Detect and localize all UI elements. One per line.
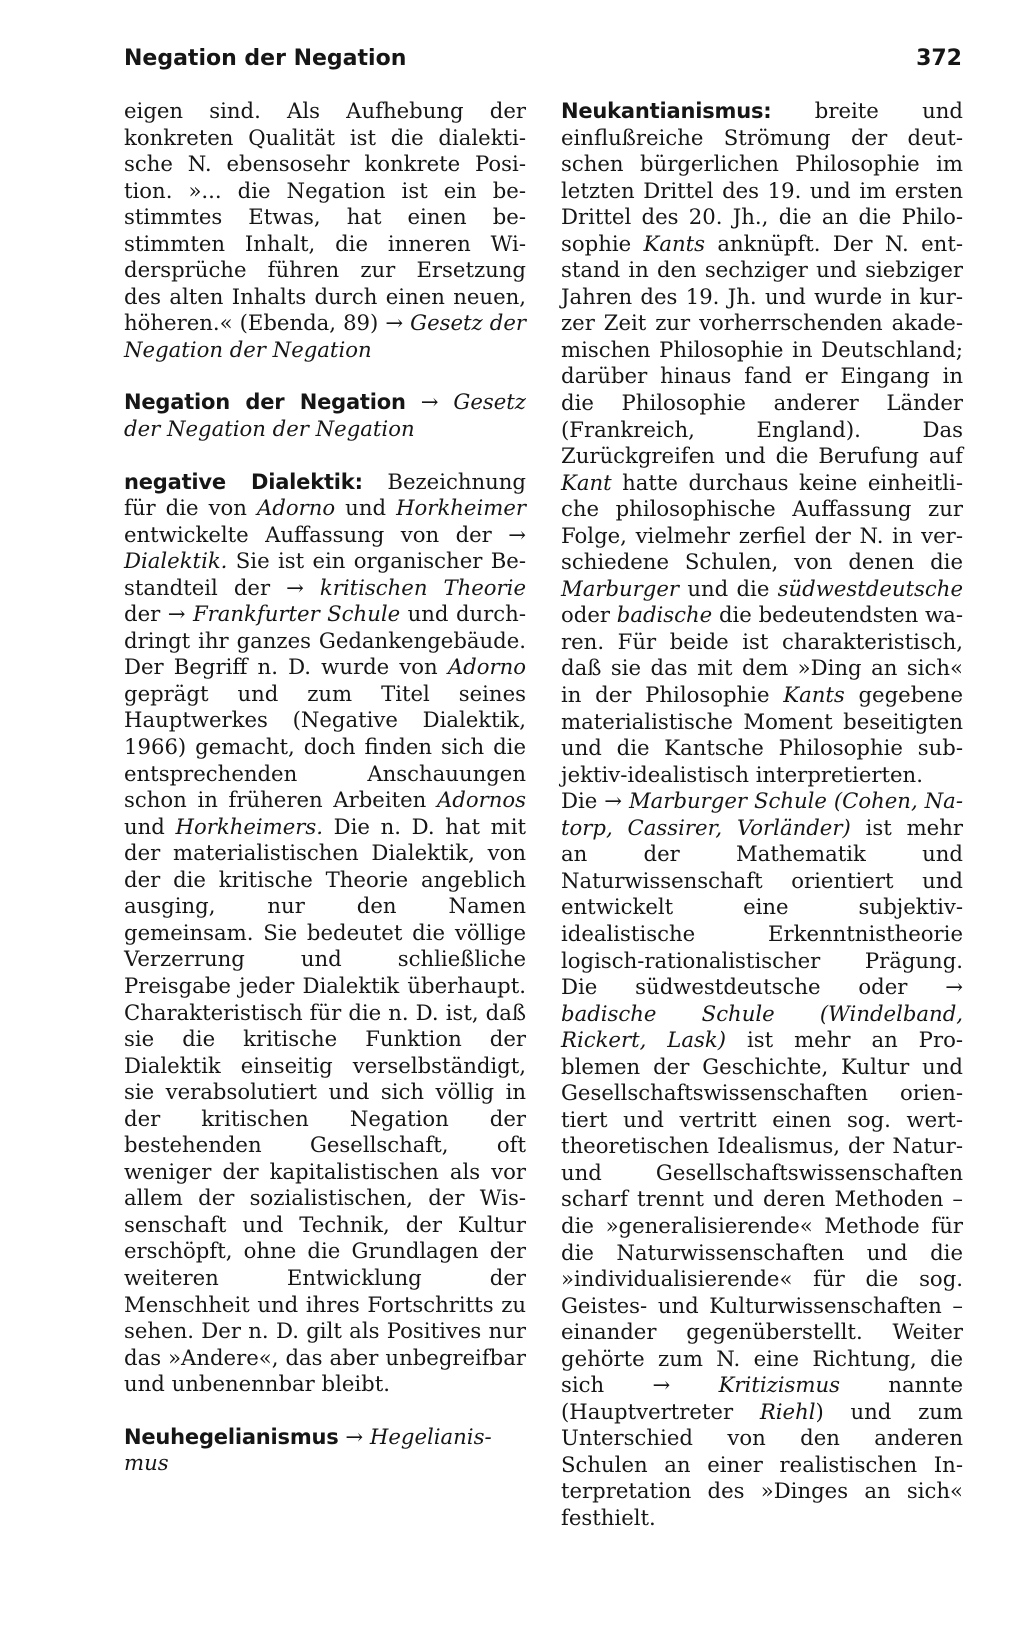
- text: eigen sind. Als Aufhebung der konkreten Qualität ist die dialektische N. ebensosehr konkrete Position. »... die Negation ist ein bestimmtes Etwas, hat einen bestimmten Inhalt, die inneren Widersprüche führen zur Ersetzung des alten Inhalts durch einen neuen, höheren.« (Ebenda, 89): [124, 98, 526, 336]
- text: ist mehr an Problemen der Geschichte, Kultur und Gesellschaftswissenschaften orientiert und vertritt einen sog. werttheoretischen Idealismus, der Natur- und Gesellschaftswissenschaften scharf trennt und deren Methoden – die »generalisierende« Methode für die Naturwissenschaften und die »individualisierende« für die sog. Geistes- und Kulturwissenschaften – einander gegenüberstellt. Weiter gehörte zum N. eine Richtung, die sich: [561, 1027, 963, 1398]
- cross-reference-arrow: →: [167, 601, 186, 627]
- text: ist mehr an der Mathematik und Naturwissenschaft orientiert und entwickelt eine subjektiv-idealistische Erkenntnistheorie logisch-rationalistischer Prägung. Die südwestdeutsche oder: [561, 814, 963, 1000]
- text: Die: [561, 788, 605, 814]
- text: und die: [679, 575, 778, 601]
- person-name: Kants: [783, 682, 845, 708]
- person-name: Adorno: [447, 654, 526, 680]
- text: Bezeichnung für die von: [124, 468, 526, 521]
- entry-neukantianismus: [561, 98, 963, 788]
- text: hatte durchaus keine einheitliche philosophische Auffassung zur Folge, vielmehr zerfiel der N. in verschiedene Schulen, von denen die: [561, 469, 963, 575]
- school-name: Marburger: [561, 575, 680, 601]
- cross-reference-link[interactable]: kritischen Theorie: [319, 574, 526, 600]
- entry-term: Negation der Negation: [124, 390, 406, 415]
- school-name: badische: [616, 602, 713, 628]
- cross-reference-link[interactable]: Kritizismus: [718, 1372, 841, 1398]
- cross-reference-arrow: →: [385, 310, 404, 336]
- person-name: Kants: [643, 230, 706, 256]
- text: Sie ist ein organischer Bestandteil der: [124, 548, 526, 600]
- text: nannte (Hauptvertreter: [561, 1372, 963, 1424]
- entry-term: Neuhegelianismus: [124, 1424, 339, 1449]
- text: die bedeutendsten waren. Für beide ist charakteristisch, daß sie das mit dem »Ding an sich« in der Philosophie: [561, 602, 963, 708]
- cross-reference-link[interactable]: badische Schule (Windelband, Rickert, Lask): [561, 1000, 963, 1053]
- entry-neuhegelianismus: [124, 1424, 526, 1477]
- text: der: [124, 601, 168, 627]
- cross-reference-link[interactable]: Marburger Schule (Cohen, Natorp, Cassirer, Vorländer): [561, 788, 963, 840]
- text: entwickelte Auffassung von der: [124, 521, 509, 547]
- cross-reference-arrow: →: [508, 521, 526, 547]
- text: und: [335, 495, 397, 521]
- cross-reference-arrow: →: [945, 974, 963, 1000]
- paragraph-schools: [561, 788, 963, 1531]
- continuation-paragraph: [124, 98, 526, 363]
- entry-term: negative Dialektik:: [124, 469, 363, 494]
- person-name: Horkheimers.: [175, 813, 324, 839]
- text: und: [124, 813, 176, 839]
- text: ) und zum Unterschied von den anderen Schulen an einer realistischen Interpretation des »Dinges an sich« festhielt.: [561, 1398, 963, 1530]
- cross-reference-arrow: →: [420, 389, 439, 415]
- person-name: Riehl: [759, 1398, 816, 1424]
- person-name: Adornos: [436, 787, 526, 813]
- cross-reference-link[interactable]: Gesetz der Negation der Negation: [124, 389, 526, 442]
- person-name: Adorno: [256, 495, 336, 521]
- entry-negative-dialektik: [124, 469, 526, 1398]
- text: geprägt und zum Titel seines Hauptwerkes (Negative Dialektik, 1966) gemacht, doch finden sich die entsprechenden Anschauungen schon in früheren Arbeiten: [124, 680, 526, 813]
- page-number: 372: [916, 46, 962, 71]
- cross-reference-arrow: →: [286, 574, 304, 600]
- cross-reference-arrow: →: [345, 1423, 364, 1449]
- text: gegebene materialistische Moment beseitigten und die Kantsche Philosophie subjektiv-idealistisch interpretierten.: [561, 682, 963, 787]
- text: und durchdringt ihr ganzes Gedankengebäude. Der Begriff n. D. wurde von: [124, 601, 526, 680]
- cross-reference-link[interactable]: Dialektik.: [124, 548, 228, 574]
- person-name: Horkheimer: [396, 495, 526, 521]
- running-head-title: Negation der Negation: [124, 46, 407, 71]
- cross-reference-arrow: →: [652, 1372, 671, 1398]
- text: oder: [561, 602, 617, 628]
- text: breite und einflußreiche Strömung der deutschen bürgerlichen Philosophie im letzten Drittel des 19. und im ersten Drittel des 20. Jh., die an die Philosophie: [561, 98, 963, 256]
- school-name: südwestdeutsche: [777, 575, 963, 601]
- cross-reference-link[interactable]: Hegelianismus: [124, 1423, 492, 1476]
- cross-reference-link[interactable]: Frankfurter Schule: [192, 601, 401, 627]
- entry-term: Neukantianismus:: [561, 99, 772, 123]
- text: Die n. D. hat mit der materialistischen Dialektik, von der die kritische Theorie angeblich ausging, nur den Namen gemeinsam. Sie bedeutet die völlige Verzerrung und schließliche Preisgabe jeder Dialektik überhaupt. Charakteristisch für die n. D. ist, daß sie die kritische Funktion der Dialektik einseitig verselbständigt, sie verabsolutiert und sich völlig in der kritischen Negation der bestehenden Gesellschaft, oft weniger der kapitalistischen als vor allem der sozialistischen, der Wissenschaft und Technik, der Kultur erschöpft, ohne die Grundlagen der weiteren Entwicklung der Menschheit und ihres Fortschritts zu sehen. Der n. D. gilt als Positives nur das »Andere«, das aber unbegreifbar und unbenennbar bleibt.: [124, 813, 527, 1397]
- cross-reference-arrow: →: [604, 788, 623, 814]
- cross-reference-link[interactable]: Gesetz der Negation der Negation: [124, 310, 526, 362]
- text: anknüpft. Der N. entstand in den sechziger und siebziger Jahren des 19. Jh. und wurde in kurzer Zeit zur vorherrschenden akademischen Philosophie in Deutschland; darüber hinaus fand er Eingang in die Philosophie anderer Länder (Frankreich, England). Das Zurückgreifen und die Berufung auf: [561, 230, 963, 469]
- person-name: Kant: [561, 469, 612, 495]
- entry-negation-der-negation: [124, 389, 526, 442]
- left-column: [124, 98, 526, 1477]
- right-column: [561, 98, 963, 1532]
